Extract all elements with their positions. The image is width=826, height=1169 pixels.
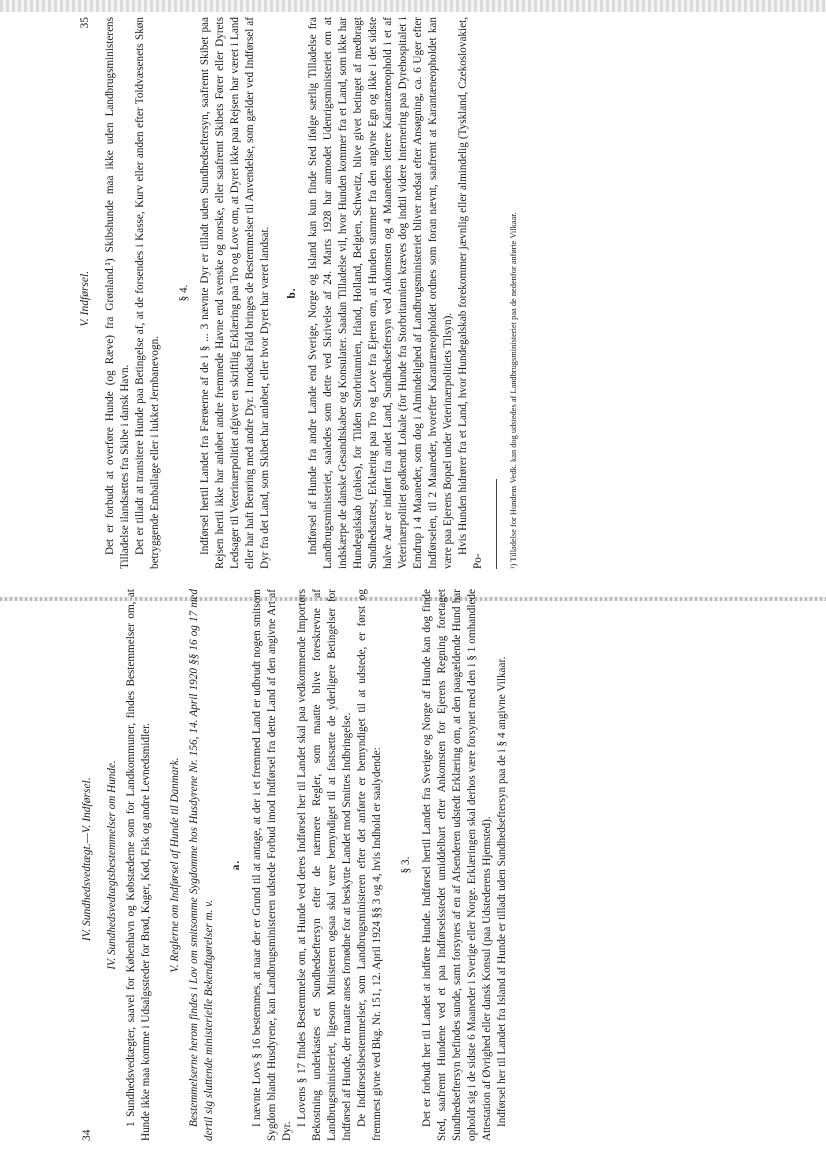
paragraph: Hvis Hunden hidrører fra et Land, hvor Hundegalskab forekommer jævnlig eller almindelig (Tyskland, Czekoslovakiet, Po- xyxy=(457,17,485,569)
section-title: IV. Sundhedsvedtægtsbestemmelser om Hunde. xyxy=(106,760,119,970)
running-title: IV. Sundhedsvedtægt.—V. Indførsel. xyxy=(81,777,93,942)
paragraph: I Lovens § 17 findes Bestemmelse om, at Hunde ved deres Indførsel her til Landet skal paa vedkommende Importørs Bekostning underkastes et Sundhedseftersyn efter de nærmere Regler, som maatte blive foreskrevne af Landbrugsministeriet, ligesom Ministeren ogsaa skal være bemyndiget til at fastsætte de yderligere Betingelser for Indførsel af Hunde, der maatte anses fornødne for at beskytte Landet mod Smittes Indbringelse. xyxy=(296,589,354,1141)
paragraph: I nævnte Lovs § 16 bestemmes, at naar der er Grund til at antage, at der i et fremmed Land er udbrudt nogen smitsom Sygdom blandt Husdyrene, kan Landbrugsministeren udstede Forbud imod Indførsel fra dette Land af den angivne Art af Dyr. xyxy=(251,589,294,1141)
footnote: ¹) Tilladelse for Hundens Vedk. kan dog udstedes af Landbrugsministeriet paa de nedenfor anførte Vilkaar. xyxy=(508,212,518,569)
paragraph: Det er forbudt at overføre Hunde (og Ræve) fra Grønland.¹) Skibshunde maa ikke uden Landbrugsministerens Tilladelse ilandsættes fra Skibe i dansk Havn. xyxy=(104,17,132,569)
running-head xyxy=(78,17,93,569)
paragraph: Indførsel her til Landet fra Island af Hunde er tilladt uden Sundhedseftersyn paa de i § 4 angivne Vilkaar. xyxy=(496,656,509,1127)
paragraph-sign-3: § 3. xyxy=(400,856,413,874)
running-head xyxy=(80,589,95,1141)
paragraph: Indførsel af Hunde fra andre Lande end Sverige, Norge og Island kan kun finde Sted ifølge særlig Tilladelse fra Landbrugsministeriet, saaledes som dette ved Skrivelse af 24. Marts 1928 har anmodet Udenrigsministeriet om at indskærpe de danske Gesandtskaber og Konsulater. Saadan Tilladelse vil, hvor Hunden kommer fra et Land, som ikke har Hundegalskab (rabies), for Tilden Storbritannien, Irland, Holland, Belgien, Schweitz, blive givet betinget af medbragt Sundhedsattest, Erklæring paa Tro og Love fra Ejeren om, at Hunden stammer fra den angivne Egn og ikke i det sidste halve Aar er indført fra andet Land, Sundhedseftersyn ved Ankomsten og 4 Maaneders lettere Karantæneophold i et af Veterinærpolitiet godkendt Lokale (for Hunde fra Storbritannien kræves dog indtil videre Internering paa Dyrehospitalet i Emdrup i 4 Maaneder, som dog i Almindelighed af Landbrugsministeriet bliver nedsat efter Ansøgning, ca. 6 Uger efter Indførselen, til 2 Maaneder, hvorefter Karantæneopholdet ordnes som foran nævnt, saafremt at Karantæneopholdet kan være paa Ejerens Bopæl under Veterinærpolitiets Tilsyn). xyxy=(307,17,455,569)
section-marker-b: b. xyxy=(286,287,299,299)
page-number: 34 xyxy=(81,1129,93,1141)
paragraph: Det er forbudt her til Landet at indføre Hunde. Indførsel hertil Landet fra Sverige og Norge af Hunde kan dog finde Sted, saafremt Hundene ved et paa Indførselsstedet umiddelbart efter Ankomsten for Ejerens Regning foretaget Sundhedseftersyn befindes sunde, samt forsynes af en af Afsenderen udstedt Erklæring om, at den paagældende Hund har opholdt sig i de sidste 6 Maaneder i Sverige eller Norge. Erklæringen skal derhos være forsynet med den i § 1 omhandlede Attestation af Øvrighed eller dansk Konsul (paa Udstederens Hjemsted). xyxy=(421,589,494,1141)
paragraph-sign-4: § 4. xyxy=(178,284,191,302)
page-35 xyxy=(78,13,538,573)
scan-edge xyxy=(0,0,826,12)
paragraph: 1 Sundhedsvedtægter, saavel for København og Købstæderne som for Landkommuner, findes Bestemmelser om, at Hunde ikke maa komme i Udsalgssteder for Brød, Kager, Kød, Fisk og andre Levnedsmidler. xyxy=(125,589,153,1141)
chapter-intro: Bestemmelserne herom findes i Lov om smitsomme Sygdomme hos Husdyrene Nr. 156, 14. April 1920 §§ 16 og 17 med dertil sig sluttende ministerielle Bekendtgørelser m. v. xyxy=(188,589,216,1141)
section-marker-a: a. xyxy=(230,859,243,871)
paragraph: De Indførselsbestemmelser, som Landbrugsministeren efter det anførte er bemyndiget til at udstede, er først og fremmest givne ved Bkg. Nr. 151, 12. April 1924 §§ 3 og 4, hvis Indhold er saalydende: xyxy=(356,589,384,1141)
page-34 xyxy=(80,585,540,1145)
paragraph: Indførsel hertil Landet fra Færøerne af de i § ... 3 nævnte Dyr er tilladt uden Sundhedseftersyn, saafremt Skibet paa Rejsen hertil ikke har anløbet andre fremmede Havne end svenske og norske, eller saafremt Skibets Fører eller Dyrets Ledsager til Veterinærpolitiet afgiver en skriftlig Erklæring paa Tro og Love om, at Dyret ikke paa Rejsen har været i Land eller har haft Berøring med andre Dyr. I modsat Fald bringes de Bestemmelser til Anvendelse, som gælder ved Indførsel af Dyr fra det Land, som Skibet har anløbet, eller hvor Dyret har været landsat. xyxy=(199,17,272,569)
chapter-title: V. Reglerne om Indførsel af Hunde til Danmark. xyxy=(169,757,182,973)
footnote-rule xyxy=(496,479,500,569)
page-number: 35 xyxy=(79,17,91,29)
running-title: V. Indførsel. xyxy=(79,270,91,327)
paragraph: Det er tilladt at transitere Hunde paa Betingelse af, at de forsendes i Kasse, Kurv eller anden efter Toldvæsenets Skøn betryggende Emballage eller i lukket Jernbanevogn. xyxy=(134,17,162,569)
